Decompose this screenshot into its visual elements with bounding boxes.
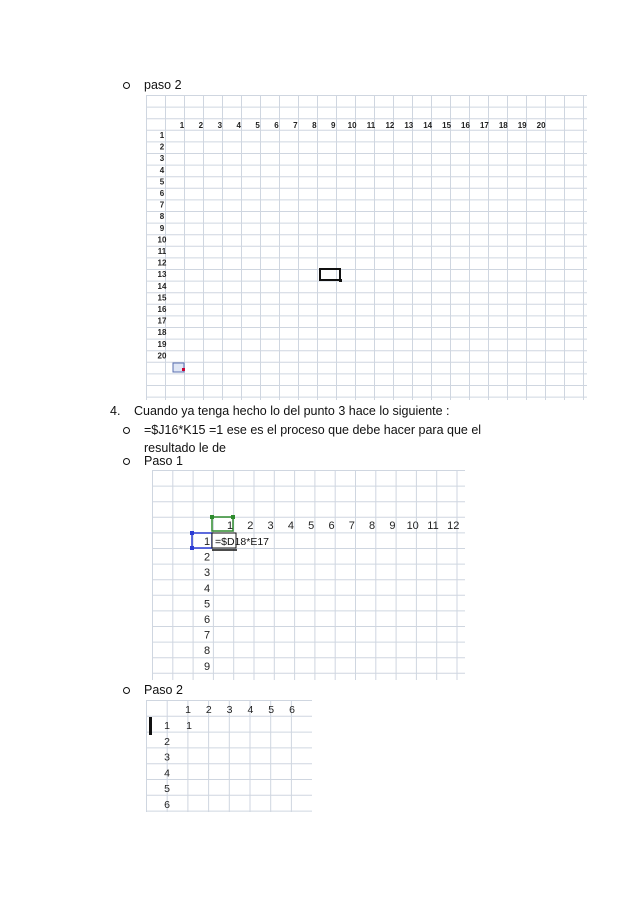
col-header: 3 <box>217 121 223 130</box>
row-header: 7 <box>203 629 211 642</box>
row-selection-marker <box>149 717 152 735</box>
grid1-canvas <box>146 95 587 400</box>
col-header: 7 <box>293 121 298 130</box>
col-header: 2 <box>198 121 204 130</box>
row-header: 1 <box>203 536 211 548</box>
row-header: 9 <box>159 223 165 233</box>
row-header: 5 <box>159 177 165 187</box>
row-header: 2 <box>164 735 170 748</box>
row-header: 11 <box>157 247 167 256</box>
col-header: 4 <box>287 520 294 532</box>
col-header: 8 <box>312 121 317 130</box>
row-header: 5 <box>203 598 211 611</box>
col-header: 14 <box>423 121 433 130</box>
row-header: 5 <box>164 783 170 796</box>
bullet-paso2-top <box>123 76 182 94</box>
paso1-text: Paso 1 <box>144 454 183 468</box>
row-header: 6 <box>159 189 165 198</box>
bullet-dot-icon <box>123 687 130 694</box>
paso2-text: Paso 2 <box>144 683 183 697</box>
row-header: 10 <box>157 235 167 245</box>
spreadsheet-grid-20x20 <box>146 95 587 400</box>
formula-line-2: resultado le de <box>144 441 227 455</box>
list-item-4-text: Cuando ya tenga hecho lo del punto 3 hace lo siguiente : <box>134 404 450 418</box>
col-header: 6 <box>289 704 295 716</box>
list-item-4 <box>110 402 450 420</box>
row-header: 4 <box>203 582 211 595</box>
col-header: 2 <box>205 704 212 716</box>
col-header: 1 <box>179 121 185 130</box>
bullet-dot-icon <box>123 458 130 465</box>
row-header: 4 <box>159 165 165 175</box>
spreadsheet-grid-paso2 <box>146 700 312 812</box>
col-header: 19 <box>517 121 527 130</box>
list-number: 4. <box>110 404 121 418</box>
formula-text: =$D18*E17 <box>215 536 270 548</box>
row-header: 2 <box>203 551 211 564</box>
green-handle <box>210 515 214 519</box>
col-header: 11 <box>366 121 376 130</box>
spreadsheet-grid-paso1 <box>152 470 465 680</box>
bullet-paso2 <box>123 681 183 699</box>
row-header: 6 <box>203 614 211 626</box>
col-header: 5 <box>268 704 275 716</box>
row-header: 8 <box>203 645 211 658</box>
col-header: 10 <box>406 520 419 532</box>
blue-handle <box>190 546 194 550</box>
col-header: 2 <box>247 520 254 532</box>
blue-handle <box>190 531 194 535</box>
col-header: 8 <box>369 520 376 532</box>
col-header: 15 <box>442 121 452 130</box>
col-header: 7 <box>348 520 355 532</box>
formula-line-1: =$J16*K15 =1 ese es el proceso que debe hacer para que el <box>144 423 482 437</box>
row-header: 16 <box>157 305 167 314</box>
row-header: 3 <box>203 567 211 580</box>
row-header: 1 <box>159 131 165 140</box>
row-header: 20 <box>157 351 167 361</box>
row-header: 1 <box>164 720 170 732</box>
col-header: 6 <box>328 520 335 532</box>
formula-bullet-text <box>144 421 481 457</box>
col-header: 12 <box>385 121 395 130</box>
row-header: 14 <box>157 281 167 291</box>
col-header: 11 <box>427 520 439 532</box>
row-header: 9 <box>203 660 211 673</box>
col-header: 4 <box>236 121 241 130</box>
row-header: 6 <box>164 799 170 811</box>
paste-options-mark <box>182 368 185 371</box>
col-header: 4 <box>247 704 254 716</box>
col-header: 5 <box>308 520 315 532</box>
row-header: 18 <box>157 328 167 338</box>
col-header: 17 <box>479 121 489 130</box>
row-header: 12 <box>157 258 167 268</box>
col-header: 6 <box>274 121 279 130</box>
bullet-paso1 <box>123 452 183 470</box>
col-header: 3 <box>267 520 274 532</box>
row-header: 2 <box>159 142 165 152</box>
grid3-canvas <box>146 700 312 812</box>
row-header: 17 <box>157 316 167 326</box>
grid2-canvas <box>152 470 465 680</box>
col-header: 1 <box>185 704 191 716</box>
row-header: 7 <box>159 200 165 210</box>
col-header: 16 <box>461 121 470 130</box>
row-header: 19 <box>157 339 167 349</box>
col-header: 18 <box>498 121 508 130</box>
bullet-dot-icon <box>123 427 130 434</box>
row-header: 8 <box>159 212 165 222</box>
bullet-dot-icon <box>123 82 130 89</box>
green-handle <box>231 515 235 519</box>
col-header: 12 <box>447 520 460 532</box>
row-header: 4 <box>164 767 170 780</box>
col-header: 3 <box>226 704 233 716</box>
col-header: 13 <box>404 121 414 130</box>
col-header: 20 <box>536 121 546 130</box>
row-header: 13 <box>157 270 167 280</box>
col-header: 10 <box>347 121 357 130</box>
col-header: 9 <box>389 520 396 532</box>
row-header: 3 <box>159 154 165 164</box>
col-header: 5 <box>255 121 260 130</box>
row-header: 15 <box>157 293 167 303</box>
col-header: 9 <box>330 121 336 130</box>
cell-value: 1 <box>186 720 192 732</box>
fill-handle <box>339 279 342 282</box>
paso2-top-text: paso 2 <box>144 78 182 92</box>
col-header: 1 <box>226 520 234 532</box>
row-header: 3 <box>164 751 170 764</box>
